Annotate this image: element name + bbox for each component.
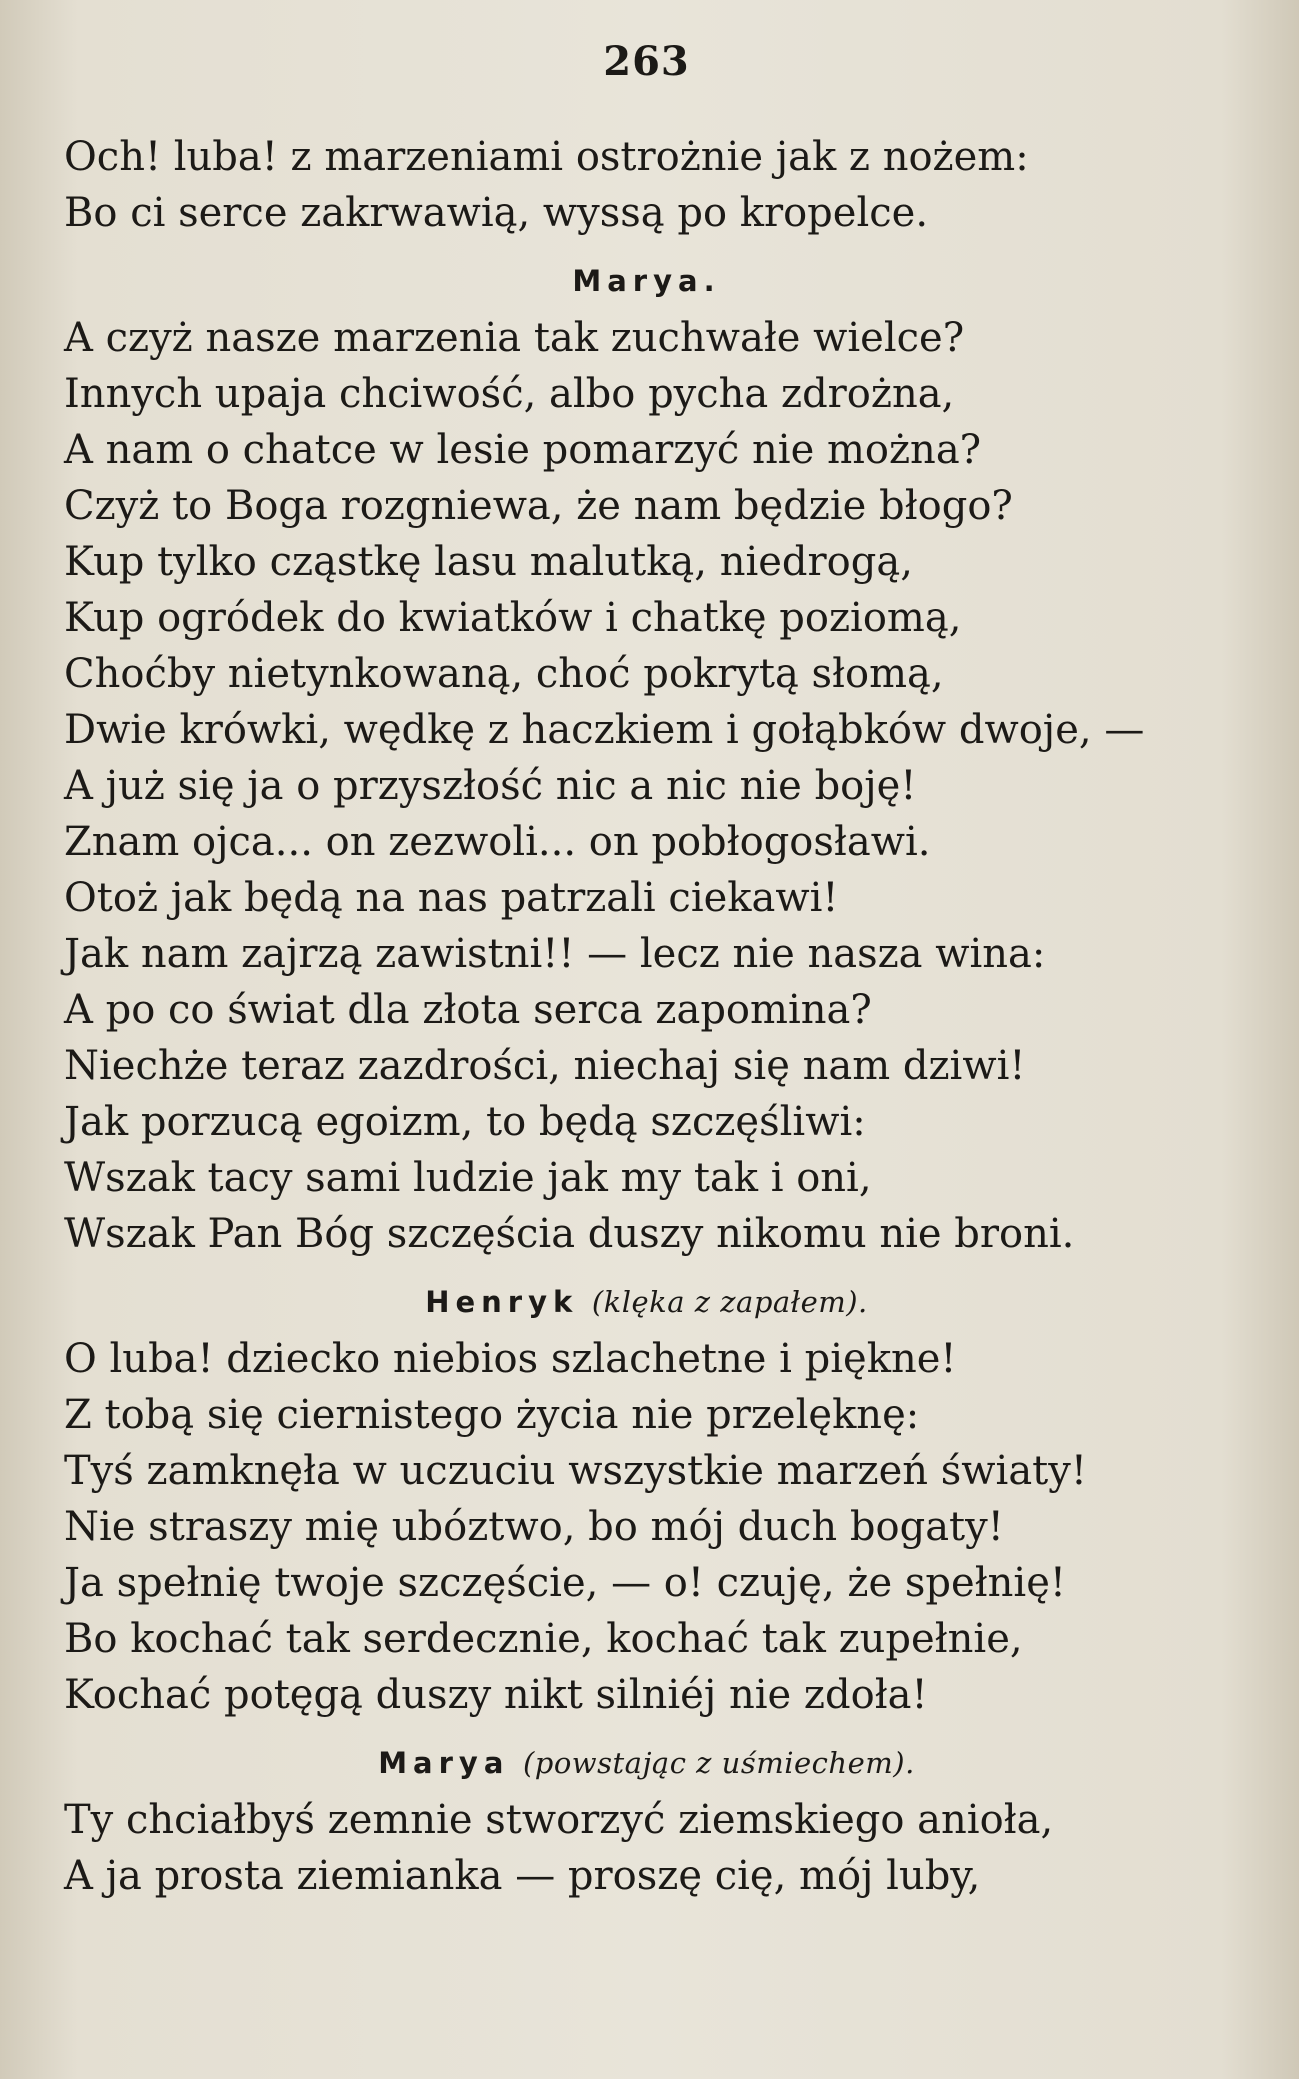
verse-line: Choćby nietynkowaną, choć pokrytą słomą, bbox=[64, 651, 944, 697]
verse-line: Z tobą się ciernistego życia nie przelęknę: bbox=[64, 1392, 920, 1438]
verse-line: Dwie krówki, wędkę z haczkiem i gołąbków dwoje, — bbox=[64, 707, 1145, 753]
verse-line: A po co świat dla złota serca zapomina? bbox=[64, 987, 872, 1033]
speaker-name: Marya bbox=[378, 1746, 510, 1780]
speaker-heading-marya-2 bbox=[64, 1741, 1229, 1786]
speaker-heading-marya bbox=[64, 259, 1229, 304]
verse-line: Bo kochać tak serdecznie, kochać tak zupełnie, bbox=[64, 1616, 1023, 1662]
verse-line: Ja spełnię twoje szczęście, — o! czuję, że spełnię! bbox=[64, 1560, 1066, 1606]
verse-line: Kup ogródek do kwiatków i chatkę poziomą, bbox=[64, 595, 962, 641]
speaker-heading-henryk bbox=[64, 1280, 1229, 1325]
verse-line: A czyż nasze marzenia tak zuchwałe wielce? bbox=[64, 315, 965, 361]
verse-block-2 bbox=[64, 310, 1229, 1262]
verse-line: Ty chciałbyś zemnie stworzyć ziemskiego anioła, bbox=[64, 1797, 1054, 1843]
verse-line: Czyż to Boga rozgniewa, że nam będzie błogo? bbox=[64, 483, 1013, 529]
verse-line: Jak porzucą egoizm, to będą szczęśliwi: bbox=[64, 1099, 866, 1145]
stage-direction: (powstając z uśmiechem). bbox=[522, 1746, 915, 1780]
verse-block-1 bbox=[64, 129, 1229, 241]
verse-line: Niechże teraz zazdrości, niechaj się nam dziwi! bbox=[64, 1043, 1026, 1089]
verse-line: Wszak tacy sami ludzie jak my tak i oni, bbox=[64, 1155, 872, 1201]
verse-line: Znam ojca... on zezwoli... on pobłogosławi. bbox=[64, 819, 931, 865]
verse-line: Bo ci serce zakrwawią, wyssą po kropelce. bbox=[64, 190, 929, 236]
verse-line: Och! luba! z marzeniami ostrożnie jak z nożem: bbox=[64, 134, 1029, 180]
verse-line: O luba! dziecko niebios szlachetne i piękne! bbox=[64, 1336, 957, 1382]
verse-line: Kup tylko cząstkę lasu malutką, niedrogą, bbox=[64, 539, 913, 585]
speaker-name: Henryk bbox=[425, 1285, 579, 1319]
verse-line: A nam o chatce w lesie pomarzyć nie można? bbox=[64, 427, 982, 473]
verse-line: Innych upaja chciwość, albo pycha zdrożna, bbox=[64, 371, 955, 417]
verse-line: Tyś zamknęła w uczuciu wszystkie marzeń światy! bbox=[64, 1448, 1087, 1494]
verse-block-4 bbox=[64, 1792, 1229, 1904]
stage-direction: (klęka z zapałem). bbox=[591, 1285, 868, 1319]
verse-line: Kochać potęgą duszy nikt silniéj nie zdoła! bbox=[64, 1672, 928, 1718]
verse-line: Wszak Pan Bóg szczęścia duszy nikomu nie broni. bbox=[64, 1211, 1075, 1257]
verse-block-3 bbox=[64, 1331, 1229, 1723]
verse-line: A ja prosta ziemianka — proszę cię, mój luby, bbox=[64, 1853, 981, 1899]
verse-line: A już się ja o przyszłość nic a nic nie boję! bbox=[64, 763, 917, 809]
page-number: 263 bbox=[603, 38, 690, 85]
verse-line: Jak nam zajrzą zawistni!! — lecz nie nasza wina: bbox=[64, 931, 1046, 977]
verse-line: Nie straszy mię ubóztwo, bo mój duch bogaty! bbox=[64, 1504, 1004, 1550]
speaker-name: Marya. bbox=[572, 264, 721, 298]
verse-line: Otoż jak będą na nas patrzali ciekawi! bbox=[64, 875, 839, 921]
